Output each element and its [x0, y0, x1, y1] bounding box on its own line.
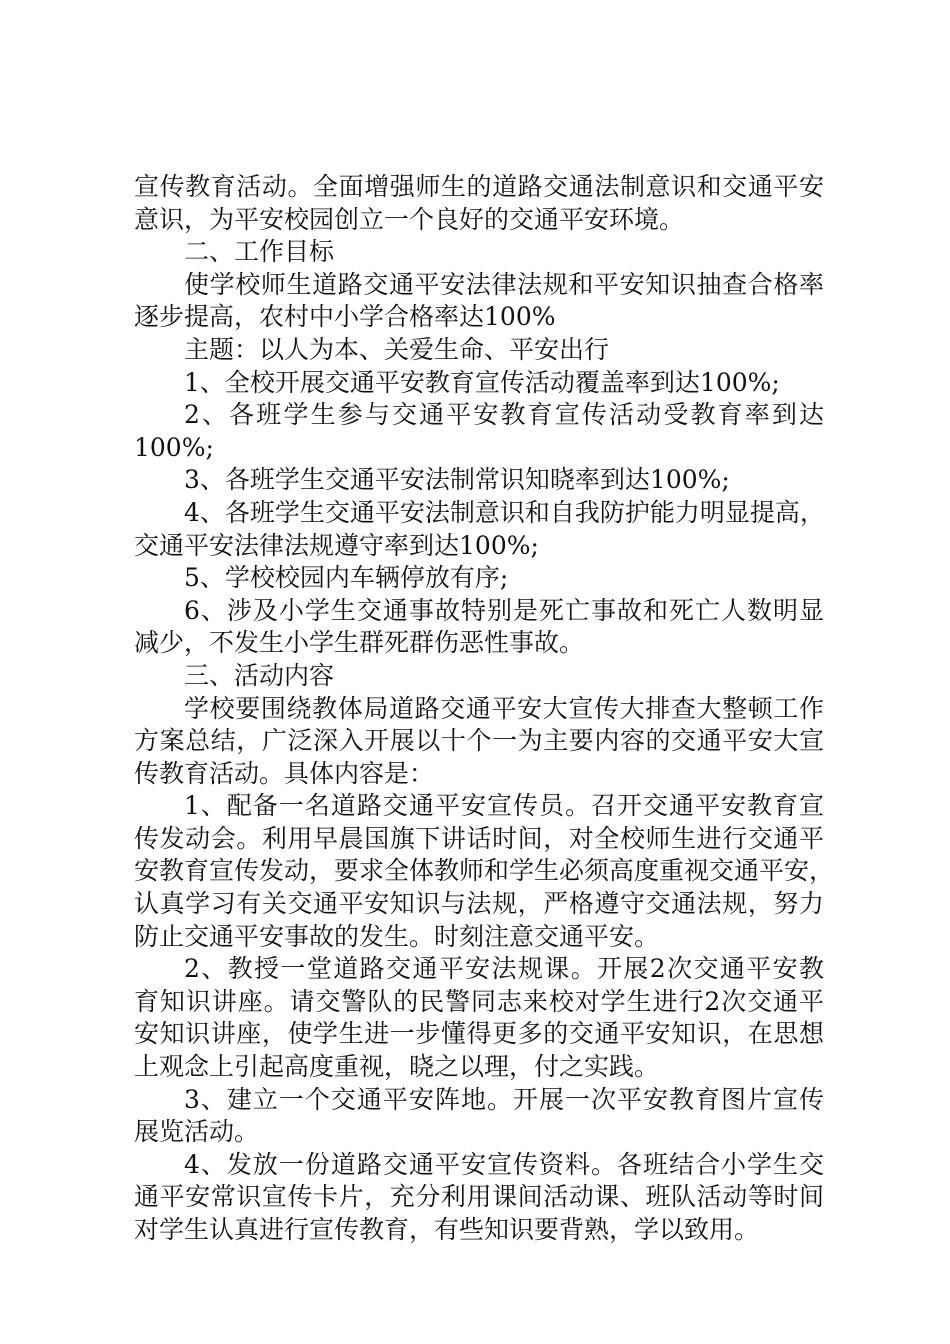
- text-line: 通平安常识宣传卡片，充分利用课间活动课、班队活动等时间: [134, 1182, 824, 1212]
- list-item: 4、发放一份道路交通平安宣传资料。各班结合小学生交: [184, 1149, 824, 1179]
- list-item: 3、各班学生交通平安法制常识知晓率到达100%;: [184, 465, 730, 495]
- text-line: 安教育宣传发动，要求全体教师和学生必须高度重视交通平安，: [134, 856, 835, 886]
- text-line: 传教育活动。具体内容是：: [134, 758, 435, 788]
- text-line: 使学校师生道路交通平安法律法规和平安知识抽查合格率: [184, 269, 824, 299]
- text-line: 防止交通平安事故的发生。时刻注意交通平安。: [134, 921, 660, 951]
- text-line: 宣传教育活动。全面增强师生的道路交通法制意识和交通平安: [134, 172, 824, 201]
- list-item: 6、涉及小学生交通事故特别是死亡事故和死亡人数明显: [184, 595, 824, 625]
- text-line: 育知识讲座。请交警队的民警同志来校对学生进行2次交通平: [134, 986, 824, 1016]
- list-item: 2、教授一堂道路交通平安法规课。开展2次交通平安教: [184, 954, 824, 984]
- text-line: 展览活动。: [134, 1117, 260, 1147]
- section-heading: 二、工作目标: [184, 237, 335, 267]
- list-item: 1、配备一名道路交通平安宣传员。召开交通平安教育宣: [184, 791, 824, 821]
- text-line: 100%;: [134, 432, 214, 462]
- list-item: 2、各班学生参与交通平安教育宣传活动受教育率到达: [184, 400, 824, 430]
- document-body: [134, 171, 835, 1247]
- text-line: 减少，不发生小学生群死群伤恶性事故。: [134, 628, 585, 658]
- text-line: 上观念上引起高度重视，晓之以理，付之实践。: [134, 1052, 660, 1082]
- text-line: 意识，为平安校园创立一个良好的交通平安环境。: [134, 204, 685, 234]
- text-line: 安知识讲座，使学生进一步懂得更多的交通平安知识，在思想: [134, 1019, 824, 1049]
- list-item: 1、全校开展交通平安教育宣传活动覆盖率到达100%;: [184, 367, 780, 397]
- text-line: 传发动会。利用早晨国旗下讲话时间，对全校师生进行交通平: [134, 823, 824, 853]
- text-line: 方案总结，广泛深入开展以十个一为主要内容的交通平安大宣: [134, 726, 824, 756]
- list-item: 5、学校校园内车辆停放有序;: [184, 563, 509, 593]
- list-item: 4、各班学生交通平安法制意识和自我防护能力明显提高，: [184, 497, 825, 527]
- text-line: 逐步提高，农村中小学合格率达100%: [134, 302, 556, 332]
- text-line: 对学生认真进行宣传教育，有些知识要背熟，学以致用。: [134, 1215, 760, 1244]
- text-line: 主题：以人为本、关爱生命、平安出行: [184, 334, 610, 364]
- text-line: 学校要围绕教体局道路交通平安大宣传大排查大整顿工作: [184, 693, 824, 723]
- text-line: 认真学习有关交通平安知识与法规，严格遵守交通法规，努力: [134, 889, 824, 919]
- section-heading: 三、活动内容: [184, 660, 335, 690]
- text-line: 交通平安法律法规遵守率到达100%;: [134, 530, 539, 560]
- list-item: 3、建立一个交通平安阵地。开展一次平安教育图片宣传: [184, 1084, 824, 1114]
